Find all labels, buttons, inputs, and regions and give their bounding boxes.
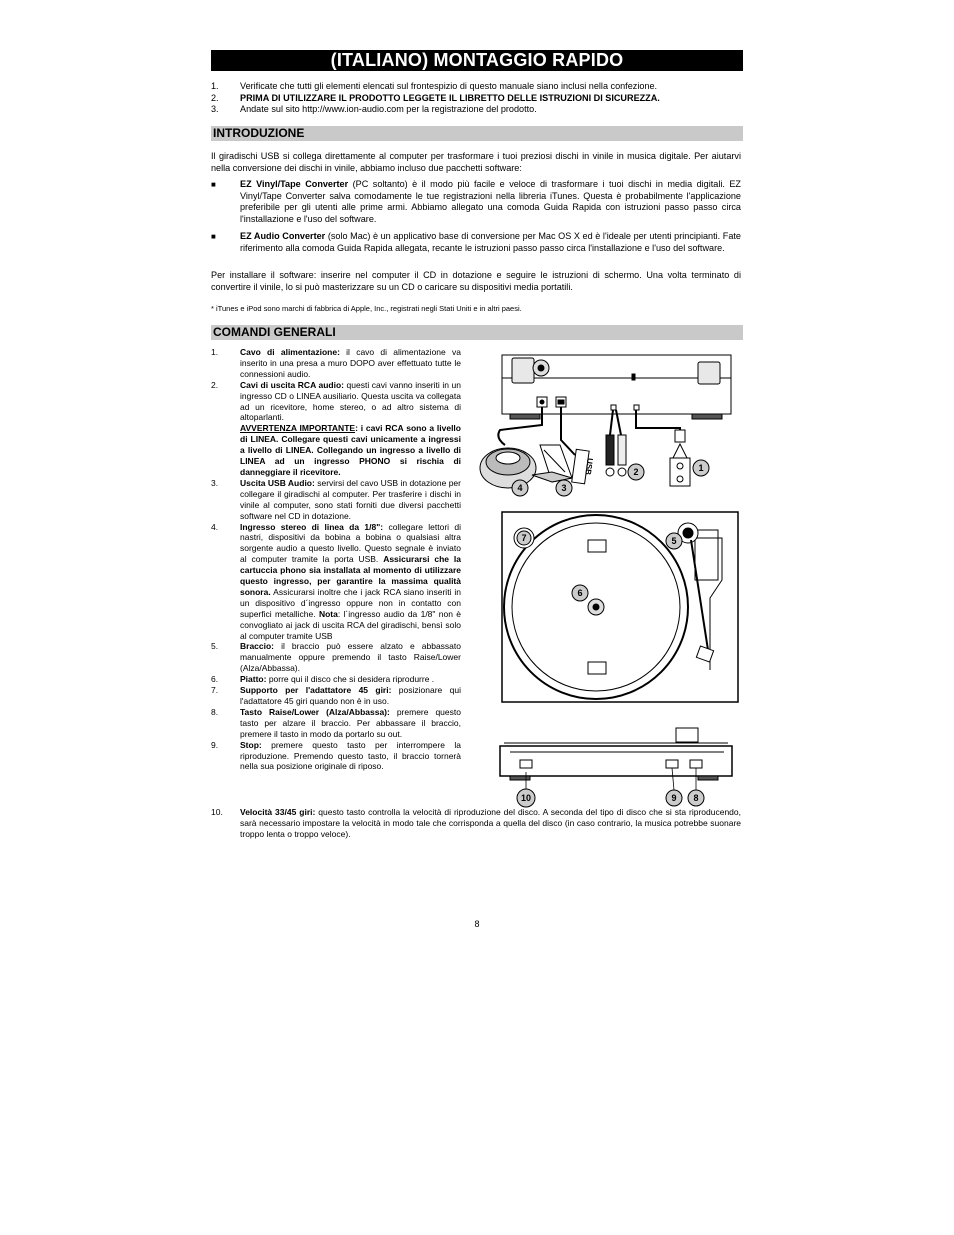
controls-list	[211, 347, 461, 772]
step-text: Andate sul sito http://www.ion-audio.com per la registrazione del prodotto.	[240, 104, 537, 114]
control-label: Velocità 33/45 giri:	[240, 807, 316, 817]
control-desc: questi cavi vanno inseriti in un ingresso CD o LINEA ausiliario. Questa uscita va collegata ad un ricevitore, home stereo, o ad altro sistema di altoparlanti.	[240, 379, 461, 423]
control-item	[211, 380, 461, 424]
callout-7	[514, 528, 534, 548]
setup-step	[211, 81, 743, 93]
audio-source-icon	[480, 448, 536, 488]
section-heading-comandi: COMANDI GENERALI	[211, 325, 743, 340]
callout-6	[572, 585, 588, 601]
step-text: Verificate che tutti gli elementi elencati sul frontespizio di questo manuale siano inclusi nella confezione.	[240, 81, 658, 91]
page-title: (ITALIANO) MONTAGGIO RAPIDO	[211, 50, 743, 71]
control-desc: posizionare qui l'adattatore 45 giri quando non è in uso.	[240, 685, 461, 706]
laptop-icon	[532, 445, 572, 482]
step-number: 3.	[211, 104, 219, 114]
callout-label: 10	[520, 793, 532, 803]
callout-1	[693, 460, 709, 476]
control-desc: : l´ingresso audio da 1/8" non è convogliato ai jack di uscita RCA del giradischi, bensì solo al computer tramite USB	[240, 608, 461, 641]
callout-3	[556, 480, 572, 496]
control-desc: premere questo tasto per interrompere la riproduzione. Premendo questo tasto, il braccio tornerà nella sua posizione originale di riposo.	[240, 739, 461, 772]
control-text	[240, 380, 461, 424]
callout-label: 3	[561, 483, 567, 493]
callout-5	[666, 533, 682, 549]
control-text	[240, 641, 461, 674]
usb-label: USB	[583, 457, 595, 476]
control-item	[211, 707, 461, 740]
control-text	[240, 347, 461, 380]
control-item	[211, 522, 461, 642]
footnote: * iTunes e iPod sono marchi di fabbrica di Apple, Inc., registrati negli Stati Uniti e in altri paesi.	[211, 304, 522, 313]
warning-label: AVVERTENZA IMPORTANTE	[240, 423, 356, 434]
control-text	[240, 807, 741, 840]
section-heading-introduzione: INTRODUZIONE	[211, 126, 743, 141]
control-number: 8.	[211, 706, 219, 717]
control-desc: servirsi del cavo USB in dotazione per collegare il giradischi al computer. Per trasferire i dischi in vinile al computer, sono stati forniti due diversi pacchetti software nel CD in dotazione.	[240, 477, 461, 521]
bullet-text	[240, 231, 741, 254]
control-number: 10.	[211, 807, 223, 817]
turntable-rear-view	[502, 355, 731, 419]
warning-text	[240, 423, 461, 478]
control-label: Braccio:	[240, 641, 275, 652]
control-text	[240, 522, 461, 642]
control-label: Uscita USB Audio:	[240, 477, 315, 488]
control-item	[211, 641, 461, 674]
rca-plugs-icon	[606, 435, 626, 476]
control-emphasis: Assicurarsi che la cartuccia phono sia installata al momento di utilizzare questo ingresso, per garantire la massima qualità sonora.	[240, 554, 462, 597]
callout-label: 1	[698, 463, 704, 473]
control-text	[240, 707, 461, 740]
turntable-front-view	[500, 728, 732, 780]
usb-plug-icon	[572, 449, 595, 483]
control-number: 7.	[211, 685, 219, 696]
control-item	[211, 674, 461, 685]
control-label: Supporto per l'adattatore 45 giri:	[240, 685, 392, 696]
control-label: Ingresso stereo di linea da 1/8":	[240, 521, 384, 532]
control-desc: il braccio può essere alzato e abbassato manualmente oppure premendo il tasto Raise/Lower (Alza/Abbassa).	[240, 641, 461, 674]
note-label: Nota	[318, 608, 338, 619]
callout-10	[517, 789, 535, 807]
callout-2	[628, 464, 644, 480]
control-number: 4.	[211, 521, 219, 532]
bullet-mark: ■	[211, 232, 216, 241]
warning-body: : i cavi RCA sono a livello di LINEA. Collegare questi cavi unicamente a ingressi a livello di LINEA. Collegando un ingresso a livello di LINEA ad un ingresso PHONO si rischia di danneggiare il ricevitore.	[240, 423, 461, 477]
bullet-bold: EZ Audio Converter	[240, 231, 326, 241]
callout-8	[688, 790, 704, 806]
setup-step	[211, 104, 743, 116]
control-number: 2.	[211, 379, 219, 390]
control-text	[240, 674, 461, 685]
bullet-mark: ■	[211, 180, 216, 189]
control-label: Cavi di uscita RCA audio:	[240, 379, 344, 390]
control-label: Cavo di alimentazione:	[240, 347, 340, 357]
bullet-bold: EZ Vinyl/Tape Converter	[240, 179, 349, 189]
callout-label: 7	[521, 533, 527, 543]
callout-label: 2	[633, 467, 639, 477]
control-item	[211, 685, 461, 707]
turntable-diagram	[470, 350, 744, 810]
control-number: 3.	[211, 477, 219, 488]
step-number: 2.	[211, 92, 219, 103]
callout-label: 8	[693, 793, 699, 803]
control-item	[211, 347, 461, 380]
turntable-top-view	[502, 512, 738, 702]
bullet-text	[240, 179, 741, 225]
callout-label: 6	[577, 588, 583, 598]
callout-4	[512, 480, 528, 496]
bullet-item	[211, 231, 741, 254]
callout-9	[666, 790, 682, 806]
step-text: PRIMA DI UTILIZZARE IL PRODOTTO LEGGETE IL LIBRETTO DELLE ISTRUZIONI DI SICUREZZA.	[240, 92, 660, 103]
control-text	[240, 685, 461, 707]
control-desc: il cavo di alimentazione va inserito in una presa a muro DOPO aver effettuato tutte le connessioni audio.	[240, 347, 461, 379]
control-number	[211, 423, 240, 478]
control-item	[211, 478, 461, 522]
bullet-body: (solo Mac) è un applicativo base di conversione per Mac OS X ed è l'ideale per utenti principianti. Fate riferimento alla comoda Guida Rapida allegata, recante le istruzioni passo passo circa l'installazione e l'uso del software.	[240, 231, 741, 253]
install-paragraph: Per installare il software: inserire nel computer il CD in dotazione e seguire le istruzioni di schermo. Una volta terminato di convertire il vinile, lo si può masterizzare su un CD o caricare su dispositivi media portatili.	[211, 270, 741, 292]
control-desc: premere questo tasto per alzare il braccio. Per abbassare il braccio, premere il tasto in modo da portarlo su out.	[240, 706, 461, 739]
control-item	[211, 740, 461, 773]
warning-item	[211, 423, 461, 478]
control-desc: questo tasto controlla la velocità di riproduzione del disco. A seconda del tipo di disco che si sta riproducendo, sarà necessario impostare la velocità in modo tale che corrisponda a quella del disco (in caso contrario, la musica potrebbe suonare troppo lenta o troppo veloce).	[240, 807, 741, 839]
callout-label: 9	[671, 793, 677, 803]
control-desc: porre qui il disco che si desidera riprodurre .	[266, 674, 435, 685]
setup-step	[211, 93, 743, 105]
control-label: Tasto Raise/Lower (Alza/Abbassa):	[240, 706, 390, 717]
control-label: Piatto:	[240, 674, 267, 685]
control-desc: Assicurarsi inoltre che i jack RCA siano inseriti in un dispositivo d´ingresso oppure non in contatto con superfici metalliche.	[240, 586, 461, 619]
bullet-body: (PC soltanto) è il modo più facile e veloce di trasformare i tuoi dischi in media digitali. EZ Vinyl/Tape Converter salva comodamente le tue registrazioni nella libreria iTunes. Questa è probabilmente l'applicazione preferibile per gli utenti alle prime armi. Abbiamo allegato una comoda Guida Rapida con istruzioni passo passo circa l'installazione e l'uso del software.	[240, 179, 741, 224]
setup-steps	[211, 81, 743, 116]
intro-paragraph: Il giradischi USB si collega direttamente al computer per trasformare i tuoi preziosi dischi in vinile in musica digitale. Per aiutarvi nella conversione dei dischi in vinile, abbiamo incluso due pacchetti software:	[211, 151, 741, 173]
control-number: 1.	[211, 347, 219, 357]
control-item	[211, 807, 741, 840]
control-number: 6.	[211, 674, 219, 685]
control-label: Stop:	[240, 739, 262, 750]
callout-label: 4	[517, 483, 523, 493]
callout-label: 5	[671, 536, 677, 546]
control-number: 5.	[211, 641, 219, 652]
control-number: 9.	[211, 739, 219, 750]
control-text	[240, 478, 461, 522]
control-desc: collegare lettori di nastri, dispositivi da bobina a bobina o qualsiasi altra sorgente audio a questo livello. Questo segnale è inviato al computer tramite la porta USB.	[240, 521, 461, 565]
step-number: 1.	[211, 81, 219, 91]
page-number: 8	[474, 919, 480, 929]
bullet-item	[211, 179, 741, 225]
control-text	[240, 740, 461, 773]
power-outlet-icon	[670, 430, 690, 486]
